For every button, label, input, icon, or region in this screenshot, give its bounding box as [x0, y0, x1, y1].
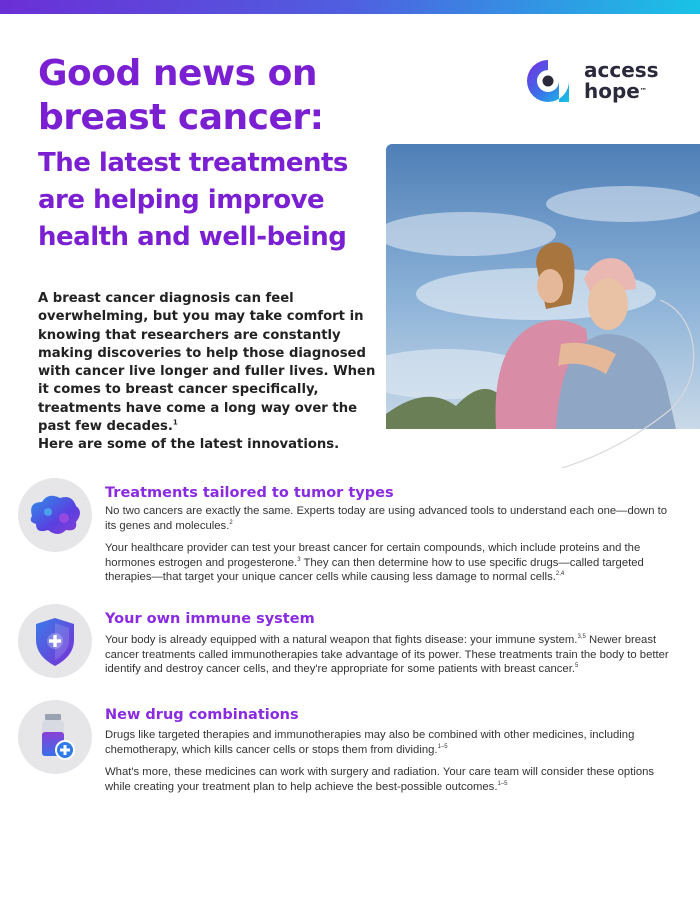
logo-word-access: access — [584, 58, 659, 82]
subtitle-line-2: are helping improve — [38, 185, 325, 215]
title-line-1: Good news on — [38, 53, 317, 94]
intro-paragraph: A breast cancer diagnosis can feel overwhelming, but you may take comfort in knowing that researchers are constantly making discoveries to help those diagnosed with cancer live longer and fuller lives. When it comes to breast cancer specifically, treatments have come a long way over the past few decades.$^1$ Here are some of the latest innovations. — [38, 291, 376, 453]
title-line-2: breast cancer: — [38, 97, 324, 138]
decorative-arc — [560, 300, 700, 470]
section-icon-circle — [18, 604, 92, 678]
section-title: Your own immune system — [105, 611, 315, 627]
page-subtitle — [38, 145, 383, 256]
subtitle-line-3: health and well-being — [38, 222, 347, 252]
logo-mark-icon — [522, 56, 574, 106]
access-hope-logo — [522, 56, 672, 106]
section-paragraph-1: Drugs like targeted therapies and immunotherapies may also be combined with other medicines, including chemotherapy, which kills cancer cells or stops them from dividing.$^{1-5}$ — [105, 729, 635, 756]
section-icon-circle — [18, 700, 92, 774]
section-title: New drug combinations — [105, 707, 299, 723]
shield-plus-icon — [18, 604, 92, 678]
medicine-bottle-icon — [18, 700, 92, 774]
logo-word-hope: hope™ — [584, 79, 647, 103]
section-icon-circle — [18, 478, 92, 552]
tumor-cells-icon — [18, 478, 92, 552]
page-title — [38, 52, 378, 140]
section-paragraph-2: Your healthcare provider can test your breast cancer for certain compounds, which include proteins and the hormones estrogen and progesterone.$^3$ They can then determine how to use specific drugs—called targeted therapies—that target your unique cancer cells while causing less damage to normal cells.$^{2,4}$ — [105, 542, 644, 584]
top-gradient-bar — [0, 0, 700, 14]
section-paragraph-1: Your body is already equipped with a natural weapon that fights disease: your immune system.$^{3,5}$ Newer breast cancer treatments called immunotherapies take advantage of its power. These treatments train the body to better identify and destroy cancer cells, and they're appropriate for some patients with breast cancer.$^5$ — [105, 634, 669, 676]
section-paragraph-1: No two cancers are exactly the same. Experts today are using advanced tools to understand each one—down to its genes and molecules.$^2$ — [105, 505, 668, 532]
section-paragraph-2: What's more, these medicines can work with surgery and radiation. Your care team will consider these options while creating your treatment plan to help achieve the best-possible outcomes.$^{1-5}$ — [105, 766, 655, 793]
subtitle-line-1: The latest treatments — [38, 148, 348, 178]
section-title: Treatments tailored to tumor types — [105, 485, 394, 501]
